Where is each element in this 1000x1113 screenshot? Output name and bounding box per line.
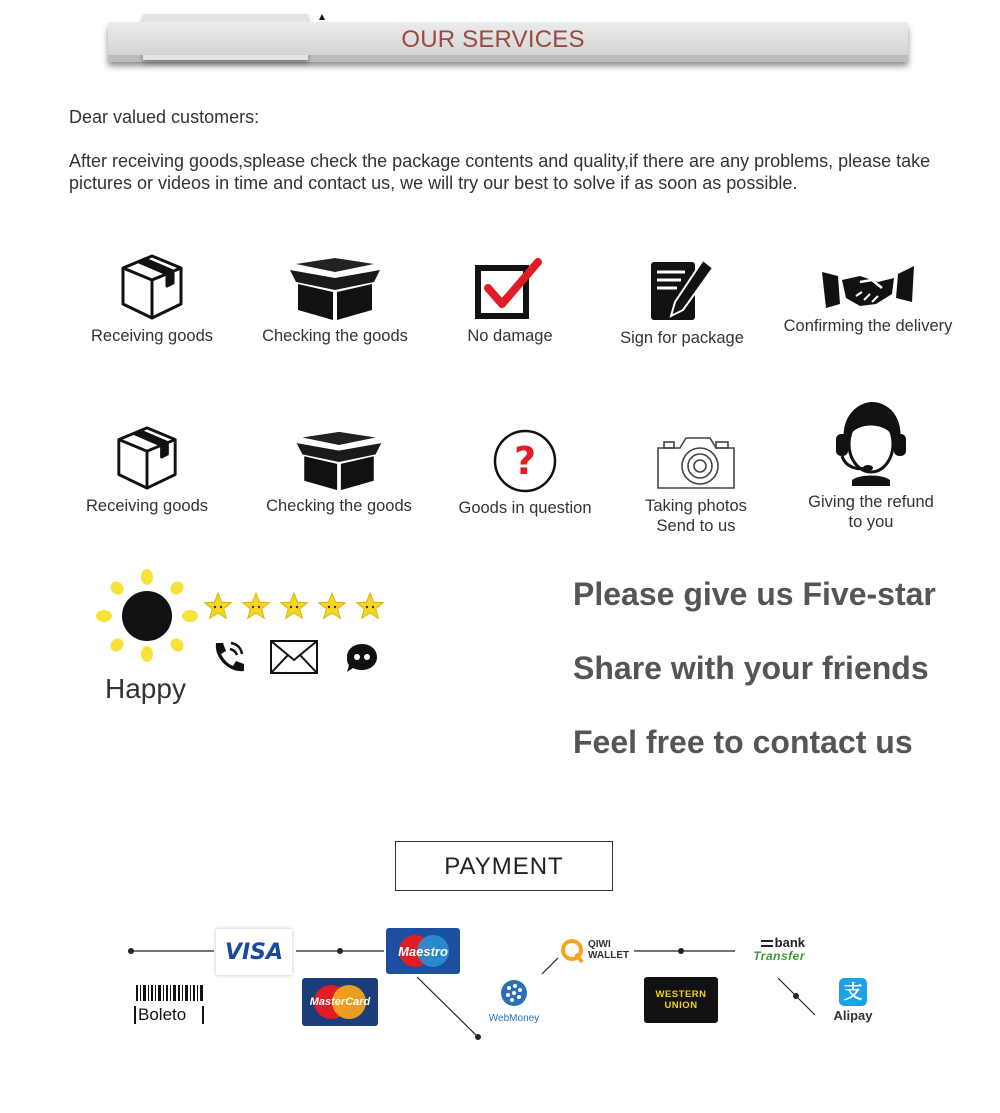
step-label: Goods in question: [458, 499, 592, 517]
star-icon: [243, 593, 270, 618]
star-icon: [319, 593, 346, 618]
step-checking-goods: [240, 256, 430, 346]
box-icon: [290, 256, 380, 322]
star-eye: [258, 606, 260, 608]
qiwi-text-2: WALLET: [588, 950, 630, 961]
step-checking-goods-2: [244, 430, 434, 516]
step-label: [601, 496, 791, 536]
step-goods-question: [430, 428, 620, 518]
bank-text-1: [733, 936, 805, 949]
step-label-line-2: Send to us: [656, 517, 736, 535]
stars: [202, 590, 402, 624]
star-eye: [366, 606, 368, 608]
alipay-logo: [826, 978, 880, 1024]
maestro-text: Maestro: [398, 943, 448, 959]
barcode-icon: [134, 985, 206, 1001]
star-eye: [334, 606, 336, 608]
western-union-text: [656, 989, 707, 1011]
western-text-2: UNION: [664, 1000, 698, 1011]
email-icon[interactable]: [270, 640, 318, 674]
qiwi-logo: [560, 936, 634, 966]
greeting-text: Dear valued customers:: [69, 107, 260, 127]
step-receiving-goods-2: [52, 424, 242, 516]
step-label: Receiving goods: [91, 327, 213, 345]
step-label-line-1: Taking photos: [645, 497, 747, 515]
mastercard-logo: [302, 978, 378, 1026]
box-icon: [294, 430, 384, 492]
star-eye: [328, 606, 330, 608]
star-eye: [372, 606, 374, 608]
checkbox-icon: [474, 258, 546, 322]
western-text-1: WESTERN: [655, 989, 707, 1000]
webmoney-globe-icon: [499, 978, 529, 1008]
happy-sun-icon: [96, 568, 198, 664]
star-icon: [357, 593, 384, 618]
page-title: OUR SERVICES: [401, 26, 585, 53]
handshake-icon: [820, 262, 916, 312]
step-confirming-delivery: [773, 262, 963, 336]
step-label-line-2: to you: [848, 513, 894, 531]
step-giving-refund: [776, 398, 966, 532]
phone-icon[interactable]: [210, 639, 248, 675]
boleto-logo: [134, 985, 206, 1024]
step-sign-package: [587, 258, 777, 348]
star-eye: [220, 606, 222, 608]
open-box-icon: [112, 424, 182, 492]
notice-text: [69, 150, 969, 194]
star-icon: [281, 593, 308, 618]
svg-text:?: ?: [513, 439, 537, 483]
step-label: Receiving goods: [86, 497, 208, 515]
star-eye: [290, 606, 292, 608]
cta-contact: Feel free to contact us: [573, 724, 913, 760]
step-label: No damage: [467, 327, 553, 345]
triangle-marker-icon: [319, 14, 325, 20]
visa-text: VISA: [224, 939, 284, 965]
step-receiving-goods: [57, 252, 247, 346]
step-label: Confirming the delivery: [783, 317, 953, 335]
webmoney-logo: [486, 978, 542, 1024]
maestro-logo: [386, 928, 460, 974]
notice-line-1: After receiving goods,splease check the package contents and quality,if there are any problems, please take: [69, 151, 931, 171]
cta-share: Share with your friends: [573, 650, 929, 686]
step-label: Checking the goods: [262, 327, 408, 345]
qiwi-icon: [560, 938, 584, 964]
happy-label: Happy: [105, 673, 186, 704]
step-label-line-1: Giving the refund: [808, 493, 934, 511]
webmoney-text: WebMoney: [488, 1013, 540, 1024]
five-star-rating: [202, 590, 402, 624]
payment-title: PAYMENT: [395, 841, 613, 891]
western-union-logo: [644, 977, 718, 1023]
step-label: Checking the goods: [266, 497, 412, 515]
qiwi-text: [588, 939, 629, 961]
visa-logo: [216, 929, 292, 975]
step-taking-photos: [601, 430, 791, 536]
open-box-icon: [117, 252, 187, 322]
chat-icon[interactable]: [345, 642, 379, 674]
alipay-icon: 支: [839, 978, 867, 1006]
headset-support-icon: [830, 398, 912, 488]
star-eye: [252, 606, 254, 608]
step-no-damage: [415, 258, 605, 346]
step-label: [776, 492, 966, 532]
step-label: Sign for package: [620, 329, 744, 347]
question-icon: [492, 428, 558, 494]
star-eye: [296, 606, 298, 608]
boleto-text: Boleto: [134, 1006, 204, 1024]
star-eye: [214, 606, 216, 608]
star-icon: [205, 593, 232, 618]
notice-line-2: pictures or videos in time and contact us, we will try our best to solve if as soon as possible.: [69, 173, 798, 193]
qiwi-text-1: QIWI: [588, 939, 611, 950]
bank-transfer-logo: [733, 936, 805, 966]
camera-icon: [654, 430, 738, 492]
alipay-text: Alipay: [833, 1008, 873, 1023]
bank-text-2: Transfer: [753, 949, 805, 963]
cta-five-star: Please give us Five-star: [573, 576, 936, 612]
mastercard-text: MasterCard: [309, 996, 371, 1008]
sign-document-icon: [647, 258, 717, 324]
bank-word: bank: [774, 935, 805, 950]
